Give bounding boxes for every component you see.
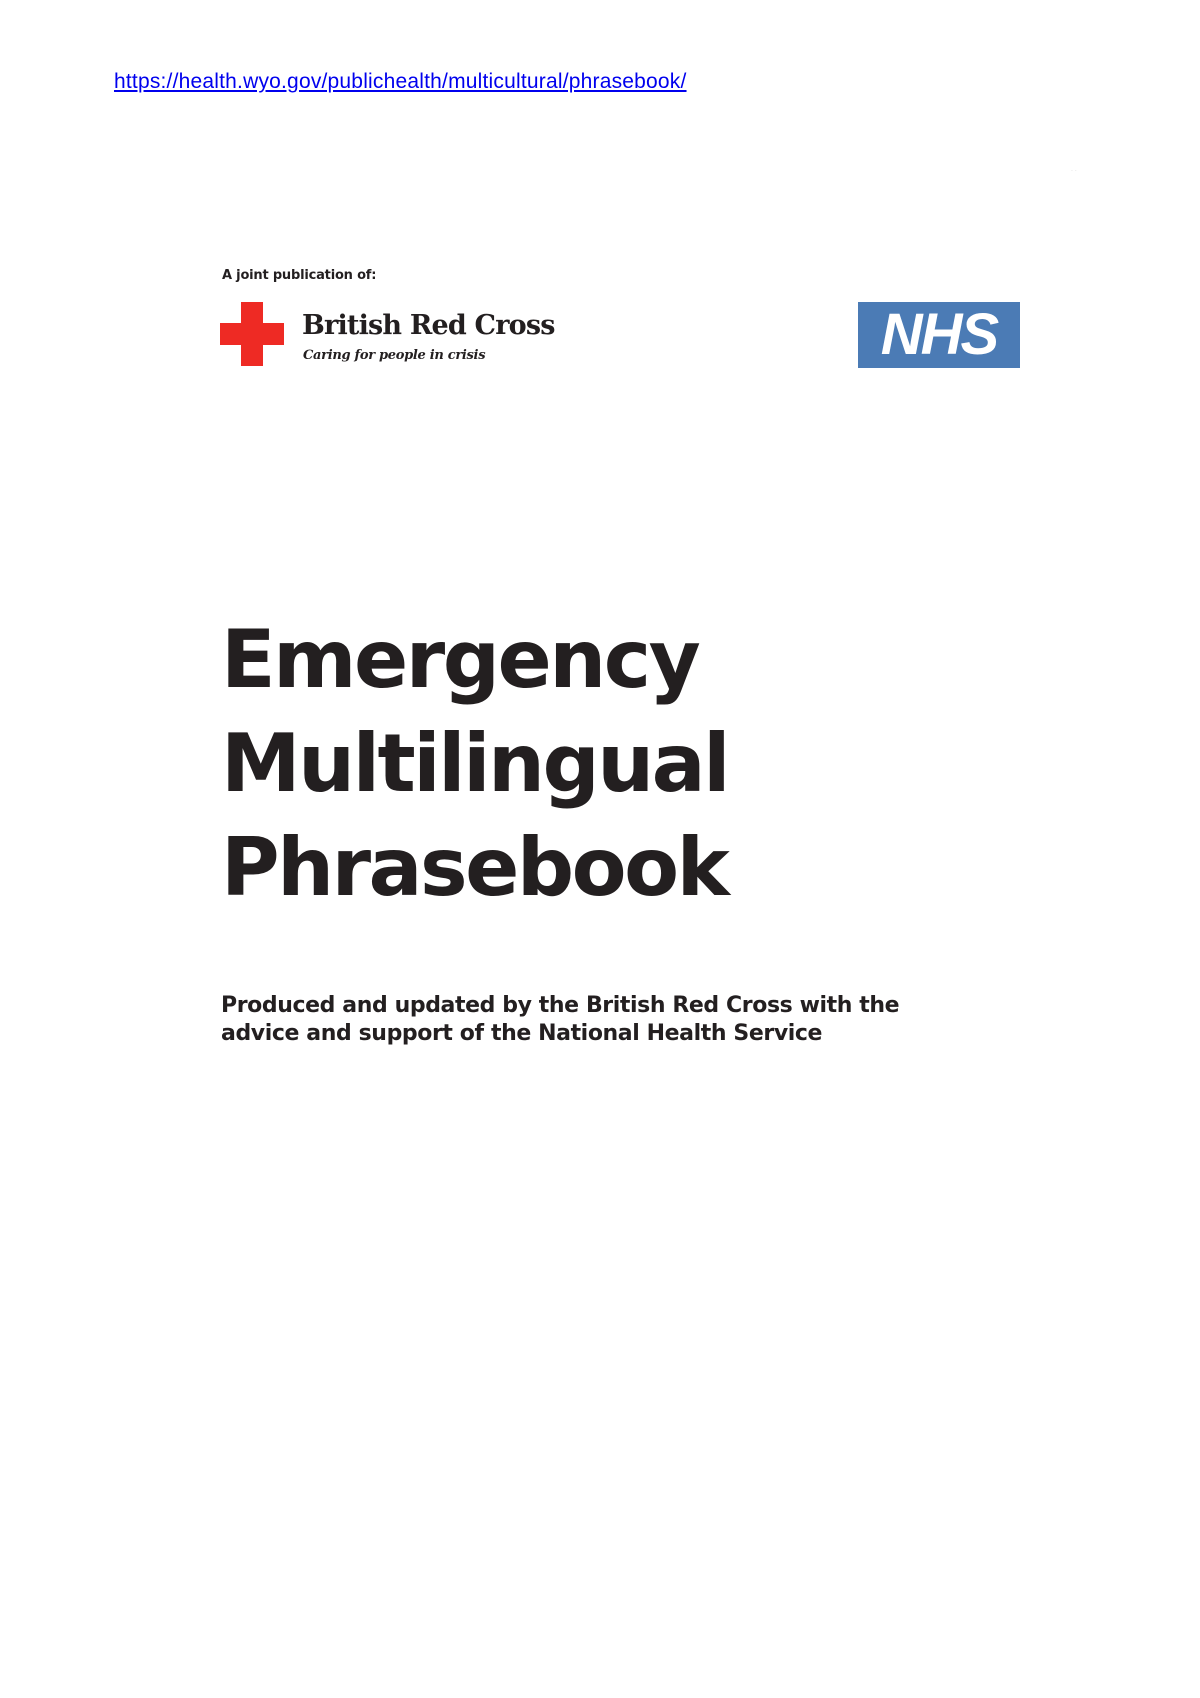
nhs-logo-text: NHS [880, 302, 998, 367]
british-red-cross-name: British Red Cross [302, 310, 555, 341]
red-cross-icon [220, 302, 284, 366]
subtitle-line-2: advice and support of the National Health Service [221, 1021, 823, 1046]
red-cross-horizontal-bar [220, 323, 284, 345]
british-red-cross-logo [220, 302, 580, 372]
scan-artifact: · · [1071, 168, 1077, 175]
title-line-2: Multilingual [221, 717, 729, 810]
nhs-logo [858, 302, 1020, 368]
joint-publication-label: A joint publication of: [222, 268, 377, 283]
document-title [221, 608, 728, 920]
british-red-cross-tagline: Caring for people in crisis [303, 348, 486, 363]
subtitle-line-1: Produced and updated by the British Red Cross with the [221, 993, 900, 1018]
title-line-1: Emergency [221, 613, 699, 706]
document-subtitle [221, 992, 899, 1048]
title-line-3: Phrasebook [221, 821, 728, 914]
source-url-link[interactable]: https://health.wyo.gov/publichealth/multicultural/phrasebook/ [114, 70, 687, 93]
